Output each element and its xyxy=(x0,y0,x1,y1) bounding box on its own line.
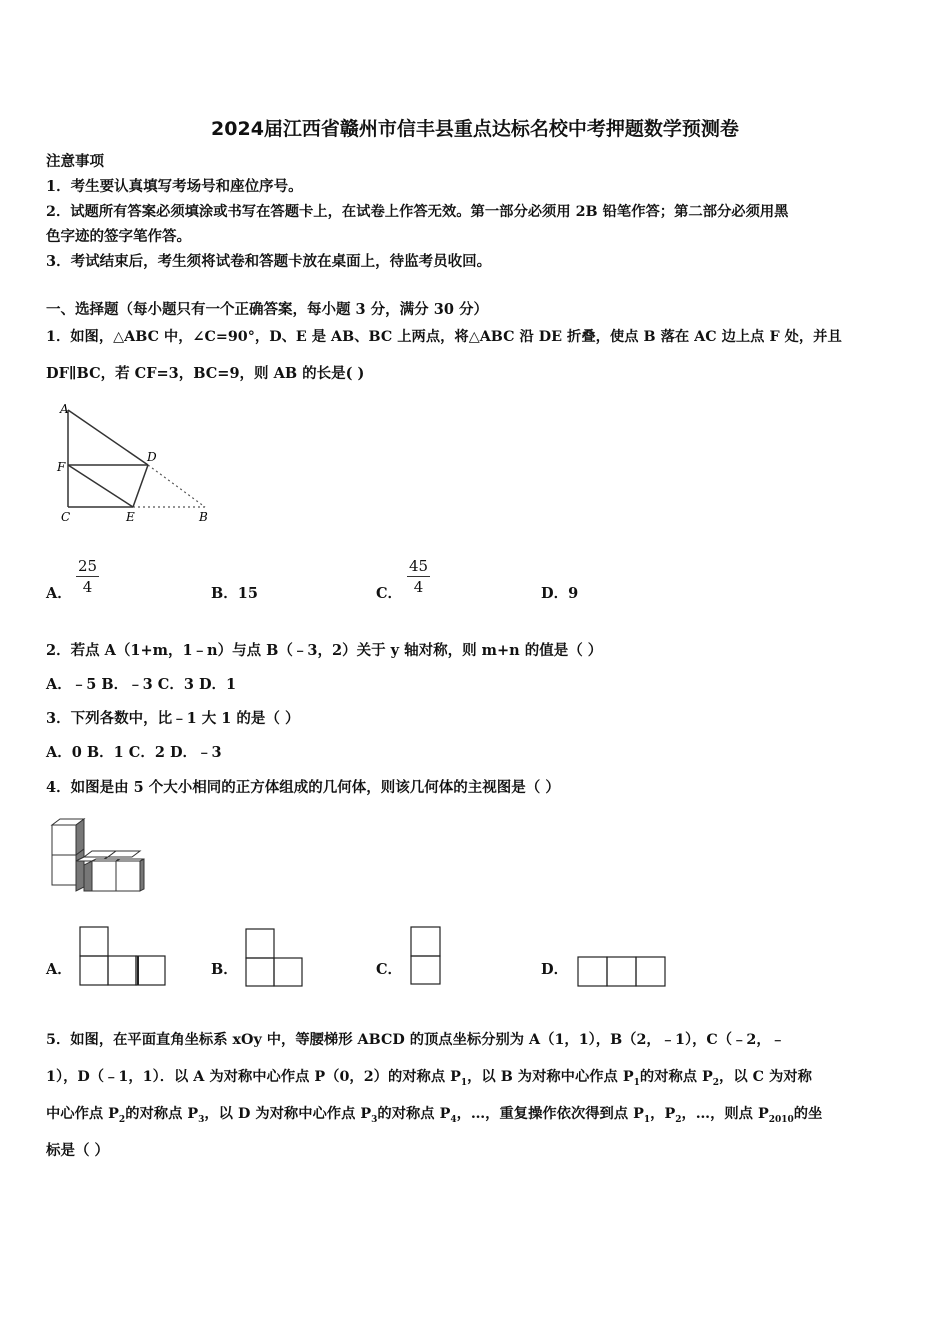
label-b: B xyxy=(199,510,208,524)
q2-options: A．﹣5 B．﹣3 C．3 D．1 xyxy=(46,676,237,693)
label-d: D xyxy=(147,450,157,464)
q5-line4: 标是（ ） xyxy=(46,1142,110,1159)
notice-item-2-cont: 色字迹的签字笔作答。 xyxy=(46,228,191,245)
q4-option-b-label: B． xyxy=(211,961,238,978)
notice-item-2: 2．试题所有答案必须填涂或书写在答题卡上，在试卷上作答无效。第一部分必须用 2B 铅笔作答；第二部分必须用黑 xyxy=(46,204,789,220)
notice-heading: 注意事项 xyxy=(46,153,104,170)
q5-line2: 1），D（﹣1，1）．以 A 为对称中心作点 P（0，2）的对称点 $P_1$，以 B 为对称中心作点 $P_1$的对称点 $P_2$，以 C 为对称 xyxy=(46,1069,812,1088)
q3-text: 3．下列各数中，比﹣1 大 1 的是（ ） xyxy=(46,710,300,727)
q1-option-c-label: C． xyxy=(376,585,403,602)
q1-triangle-figure xyxy=(55,400,225,530)
q4-option-b-figure xyxy=(245,928,307,990)
notice-item-1: 1．考生要认真填写考场号和座位序号。 xyxy=(46,178,303,195)
q2-text: 2．若点 A（1+m，1﹣n）与点 B（﹣3，2）关于 y 轴对称，则 m+n 的值是（ ） xyxy=(46,642,603,659)
label-e: E xyxy=(126,510,135,524)
q1-c-denominator: 4 xyxy=(413,578,424,596)
label-c: C xyxy=(61,510,71,524)
q1-a-numerator: 25 xyxy=(78,557,98,575)
label-f: F xyxy=(57,460,66,474)
label-a: A xyxy=(60,402,69,416)
q4-cubes-figure xyxy=(46,817,146,895)
q4-option-c-figure xyxy=(410,926,444,988)
q4-option-d-label: D． xyxy=(541,961,569,978)
q4-option-d-figure xyxy=(577,956,669,988)
q1-option-d: D．9 xyxy=(541,585,579,602)
q1-option-a-fraction xyxy=(76,556,99,597)
q1-option-c-fraction xyxy=(407,556,430,597)
exam-title: 2024届江西省赣州市信丰县重点达标名校中考押题数学预测卷 xyxy=(211,118,739,140)
q4-option-a-label: A． xyxy=(46,961,72,978)
notice-item-3: 3．考试结束后，考生须将试卷和答题卡放在桌面上，待监考员收回。 xyxy=(46,253,492,270)
q4-option-a-figure xyxy=(79,926,169,988)
section-heading: 一、选择题（每小题只有一个正确答案，每小题 3 分，满分 30 分） xyxy=(46,301,488,318)
q5-line3: 中心作点 $P_2$的对称点 $P_3$，以 D 为对称中心作点 $P_3$的对称点 $P_4$，…，重复操作依次得到点 $P_1$，$P_2$，…，则点 $P_{2010}$的坐 xyxy=(46,1106,823,1125)
q1-line2: DF∥BC，若 CF=3，BC=9，则 AB 的长是( ) xyxy=(46,365,365,382)
q1-option-b: B．15 xyxy=(211,585,258,602)
q1-c-numerator: 45 xyxy=(409,557,429,575)
q5-line1: 5．如图，在平面直角坐标系 xOy 中，等腰梯形 ABCD 的顶点坐标分别为 A（1，1），B（2，﹣1），C（﹣2，﹣ xyxy=(46,1032,785,1048)
q4-text: 4．如图是由 5 个大小相同的正方体组成的几何体，则该几何体的主视图是（ ） xyxy=(46,779,560,796)
q3-options: A．0 B．1 C．2 D．﹣3 xyxy=(46,744,222,761)
q1-line1: 1．如图，△ABC 中，∠C=90°，D、E 是 AB、BC 上两点，将△ABC 沿 DE 折叠，使点 B 落在 AC 边上点 F 处，并且 xyxy=(46,329,842,345)
q4-option-c-label: C． xyxy=(376,961,403,978)
q1-option-a-label: A． xyxy=(46,585,72,602)
q1-a-denominator: 4 xyxy=(82,578,93,596)
